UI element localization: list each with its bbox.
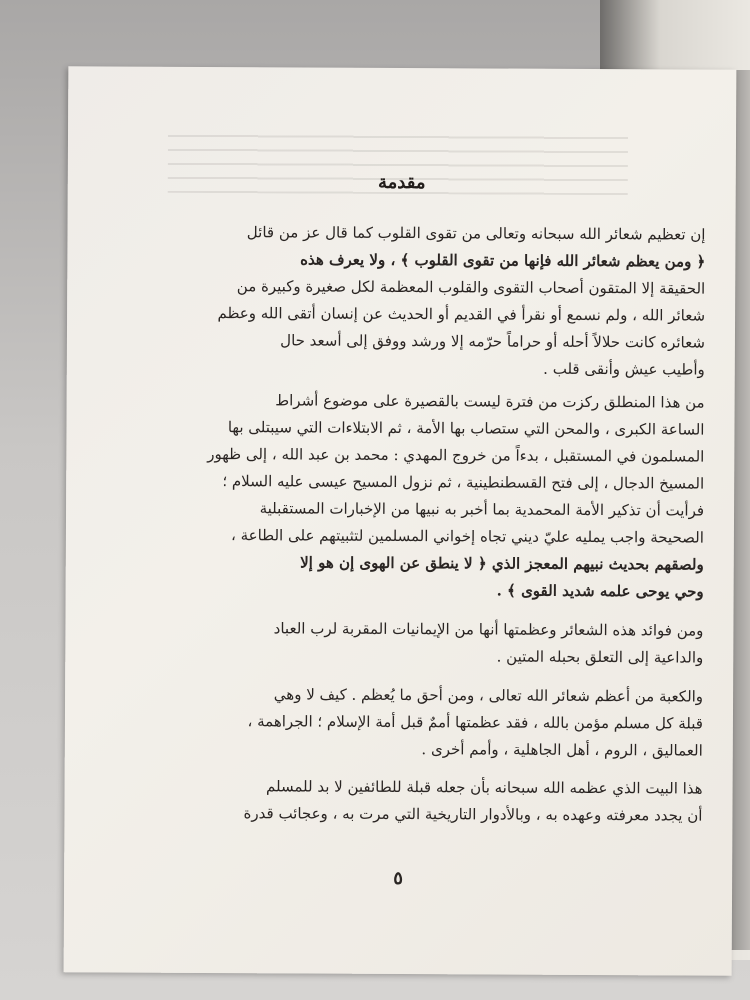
text-line: وأطيب عيش وأنقى قلب . [543, 359, 705, 379]
page-number: ٥ [393, 867, 404, 890]
text-line: فرأيت أن تذكير الأمة المحمدية بما أخبر به نبيها من الإخبارات المستقبلية [259, 499, 705, 520]
text-line: ولصقهم بحديث نبيهم المعجز الذي ﴿ لا ينطق عن الهوى إن هو إلا [300, 553, 704, 574]
text-line: العماليق ، الروم ، أهل الجاهلية ، وأمم أخرى . [421, 740, 703, 760]
text-line: شعائره كانت حلالاً أحله أو حراماً حرّمه إلا ورشد ووفق إلى أسعد حال [280, 331, 705, 352]
text-line: وحي يوحى علمه شديد القوى ﴾ . [496, 581, 704, 601]
text-line: قبلة كل مسلم مؤمن بالله ، فقد عظمتها أممٌ قبل أمة الإسلام ؛ الجراهمة ، [247, 712, 703, 733]
text-line: أن يجدد معرفته وعهده به ، وبالأدوار التاريخية التي مرت به ، وعجائب قدرة [243, 804, 703, 825]
paragraph-1 [171, 219, 706, 384]
text-line: المسلمون في المستقبل ، بدءاً من خروج المهدي : محمد بن عبد الله ، إلى ظهور [207, 444, 705, 466]
text-line: هذا البيت الذي عظمه الله سبحانه بأن جعله قبلة للطائفين لا بد للمسلم [265, 777, 703, 798]
text-line: الحقيقة إلا المتقون أصحاب التقوى والقلوب المعظمة لكل صغيرة وكبيرة من [236, 277, 706, 298]
text-line: ومن فوائد هذه الشعائر وعظمتها أنها من الإيمانيات المقربة لرب العباد [273, 619, 704, 640]
text-line: المسيخ الدجال ، إلى فتح القسطنطينية ، ثم نزول المسيح عيسى عليه السلام ؛ [222, 472, 705, 493]
text-line: الساعة الكبرى ، والمحن التي ستصاب بها الأمة ، ثم الابتلاءات التي سيبتلى بها [227, 418, 705, 439]
book-page [64, 66, 737, 975]
text-line: الصحيحة واجب يمليه عليّ ديني تجاه إخواني المسلمين لتثبيتهم على الطاعة ، [230, 526, 704, 547]
text-line: والكعبة من أعظم شعائر الله تعالى ، ومن أحق ما يُعظم . كيف لا وهي [273, 685, 704, 706]
text-line: إن تعظيم شعائر الله سبحانه وتعالى من تقوى القلوب كما قال عز من قائل [246, 223, 706, 244]
paragraph-3 [169, 615, 703, 672]
paragraph-4 [169, 681, 703, 765]
text-line: من هذا المنطلق ركزت من فترة ليست بالقصيرة على موضوع أشراط [275, 391, 705, 412]
text-line: شعائر الله ، ولم نسمع أو نقرأ في القديم أو الحديث عن إنسان أتقى الله وعظم [217, 304, 706, 325]
paragraph-2 [170, 387, 705, 606]
paragraph-5 [168, 773, 702, 830]
text-line: والداعية إلى التعلق بحبله المتين . [496, 647, 704, 667]
text-line: ﴿ ومن يعظم شعائر الله فإنها من تقوى القلوب ﴾ ، ولا يعرف هذه [300, 250, 706, 271]
page-title: مقدمة [377, 171, 426, 194]
